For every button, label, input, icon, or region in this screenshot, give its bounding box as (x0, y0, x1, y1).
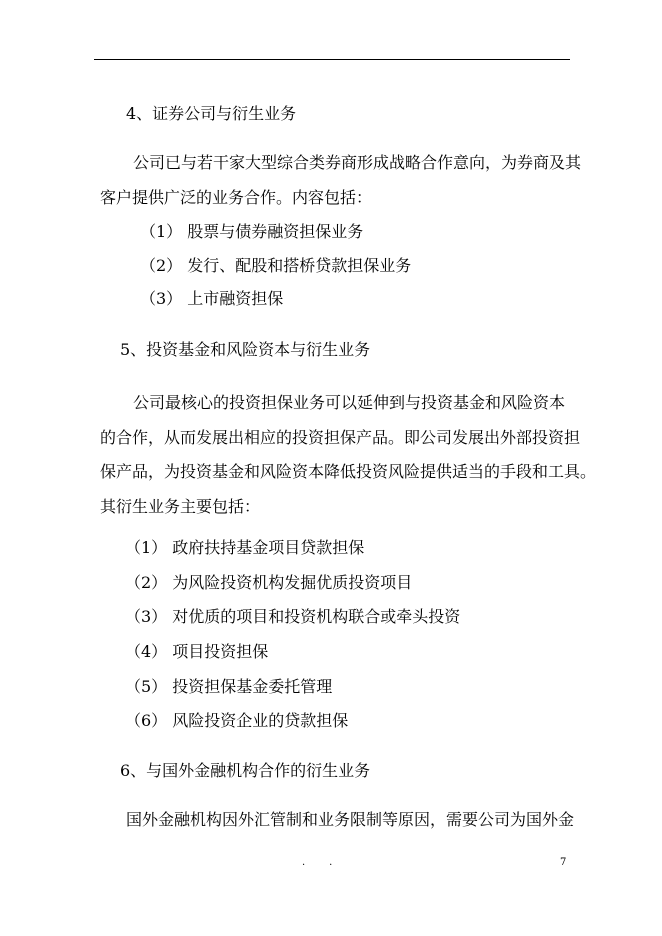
section-heading: 5、投资基金和风险资本与衍生业务 (120, 340, 371, 359)
list-item: （1） 股票与债券融资担保业务 (140, 222, 364, 241)
section-heading: 6、与国外金融机构合作的衍生业务 (120, 761, 371, 780)
paragraph-line: 的合作，从而发展出相应的投资担保产品。即公司发展出外部投资担 (100, 428, 581, 447)
paragraph-line: 其衍生业务主要包括： (100, 497, 261, 516)
list-item: （2） 为风险投资机构发掘优质投资项目 (125, 573, 413, 592)
list-item: （5） 投资担保基金委托管理 (125, 677, 333, 696)
list-item: （3） 上市融资担保 (140, 289, 284, 308)
footer-dots: .. (302, 857, 357, 868)
paragraph-line: 保产品，为投资基金和风险资本降低投资风险提供适当的手段和工具。 (100, 462, 597, 481)
paragraph-line: 客户提供广泛的业务合作。内容包括： (100, 188, 373, 207)
list-item: （3） 对优质的项目和投资机构联合或牵头投资 (125, 607, 461, 626)
page-number: 7 (560, 857, 567, 868)
paragraph-line: 公司已与若干家大型综合类券商形成战略合作意向，为券商及其 (133, 153, 582, 172)
list-item: （2） 发行、配股和搭桥贷款担保业务 (140, 256, 412, 275)
section-heading: 4、证券公司与衍生业务 (126, 104, 297, 123)
list-item: （4） 项目投资担保 (125, 642, 269, 661)
list-item: （6） 风险投资企业的贷款担保 (125, 711, 349, 730)
paragraph-line: 公司最核心的投资担保业务可以延伸到与投资基金和风险资本 (133, 393, 566, 412)
paragraph-line: 国外金融机构因外汇管制和业务限制等原因，需要公司为国外金 (126, 810, 575, 829)
header-rule (94, 59, 570, 60)
list-item: （1） 政府扶持基金项目贷款担保 (125, 538, 365, 557)
